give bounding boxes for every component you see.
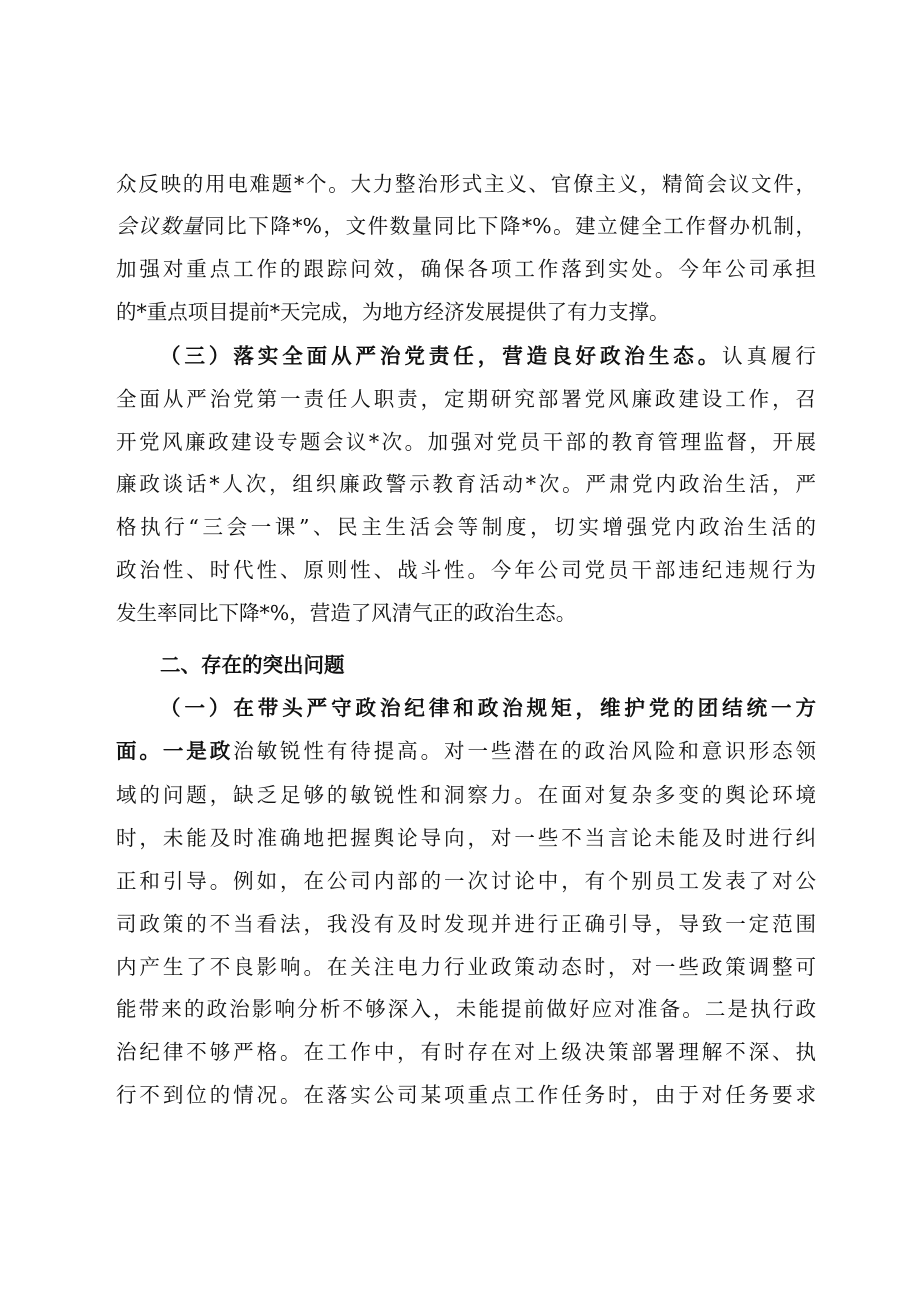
paragraph-2-line-6 — [116, 556, 816, 584]
text-run: 发生率同比下降*%，营造了风清气正的政治生态。 — [116, 601, 577, 625]
paragraph-3-line-8 — [116, 995, 816, 1023]
text-run: 众反映的用电难题*个。大力整治形式主义、官僚主义，精简会议文件， — [116, 172, 816, 196]
paragraph-1-line-3 — [116, 255, 816, 283]
paragraph-3-line-1 — [160, 694, 816, 722]
paragraph-3-line-2 — [116, 737, 816, 765]
text-run: 域的问题，缺乏足够的敏锐性和洞察力。在面对复杂多变的舆论环境 — [116, 783, 816, 807]
paragraph-2-line-7 — [116, 599, 816, 627]
paragraph-3-line-4 — [116, 824, 816, 852]
text-run: 时，未能及时准确地把握舆论导向，对一些不当言论未能及时进行纠 — [116, 826, 816, 850]
paragraph-2-line-3 — [116, 428, 816, 456]
text-run: 正和引导。例如，在公司内部的一次讨论中，有个别员工发表了对公 — [116, 869, 816, 893]
text-run: 加强对重点工作的跟踪问效，确保各项工作落到实处。今年公司承担 — [116, 257, 816, 281]
section-heading — [160, 651, 816, 679]
paragraph-2-line-1 — [160, 342, 816, 370]
paragraph-1-line-1 — [116, 170, 816, 198]
text-run: 内产生了不良影响。在关注电力行业政策动态时，对一些政策调整可 — [116, 955, 816, 979]
paragraph-1-line-4 — [116, 298, 816, 326]
paragraph-3-line-5 — [116, 867, 816, 895]
text-run: 司政策的不当看法，我没有及时发现并进行正确引导，导致一定范围 — [116, 912, 816, 936]
paragraph-2-line-5 — [116, 513, 816, 541]
paragraph-3-line-9 — [116, 1038, 816, 1066]
text-run: 认真履行 — [722, 344, 816, 368]
text-run: 政治性、时代性、原则性、战斗性。今年公司党员干部违纪违规行为 — [116, 558, 816, 582]
text-run: 全面从严治党第一责任人职责，定期研究部署党风廉政建设工作，召 — [116, 387, 816, 411]
section-heading-text: 二、存在的突出问题 — [160, 653, 345, 677]
text-run: 廉政谈话*人次，组织廉政警示教育活动*次。严肃党内政治生活，严 — [116, 472, 816, 496]
bold-text-run: 面。一是政 — [116, 739, 234, 763]
paragraph-1-line-2 — [116, 212, 816, 240]
paragraph-2-heading: （三）落实全面从严治党责任，营造良好政治生态。 — [160, 344, 723, 368]
paragraph-3-line-10 — [116, 1081, 816, 1109]
text-run: 治敏锐性有待提高。对一些潜在的政治风险和意识形态领 — [233, 739, 816, 763]
paragraph-3-heading: （一）在带头严守政治纪律和政治规矩，维护党的团结统一方 — [160, 696, 816, 720]
paragraph-3-line-6 — [116, 910, 816, 938]
text-run: 行不到位的情况。在落实公司某项重点工作任务时，由于对任务要求 — [116, 1083, 816, 1107]
text-run: 格执行“三会一课”、民主生活会等制度，切实增强党内政治生活的 — [116, 515, 816, 539]
paragraph-3-line-7 — [116, 953, 816, 981]
text-run: 能带来的政治影响分析不够深入，未能提前做好应对准备。二是执行政 — [116, 997, 816, 1021]
paragraph-2-line-2 — [116, 385, 816, 413]
paragraph-2-line-4 — [116, 470, 816, 498]
text-run: 同比下降*%，文件数量同比下降*%。建立健全工作督办机制， — [204, 214, 816, 238]
italic-text-run: 会议数量 — [116, 214, 205, 238]
text-run: 治纪律不够严格。在工作中，有时存在对上级决策部署理解不深、执 — [116, 1040, 816, 1064]
text-run: 开党风廉政建设专题会议*次。加强对党员干部的教育管理监督，开展 — [116, 430, 816, 454]
text-run: 的*重点项目提前*天完成，为地方经济发展提供了有力支撑。 — [116, 300, 670, 324]
paragraph-3-line-3 — [116, 781, 816, 809]
